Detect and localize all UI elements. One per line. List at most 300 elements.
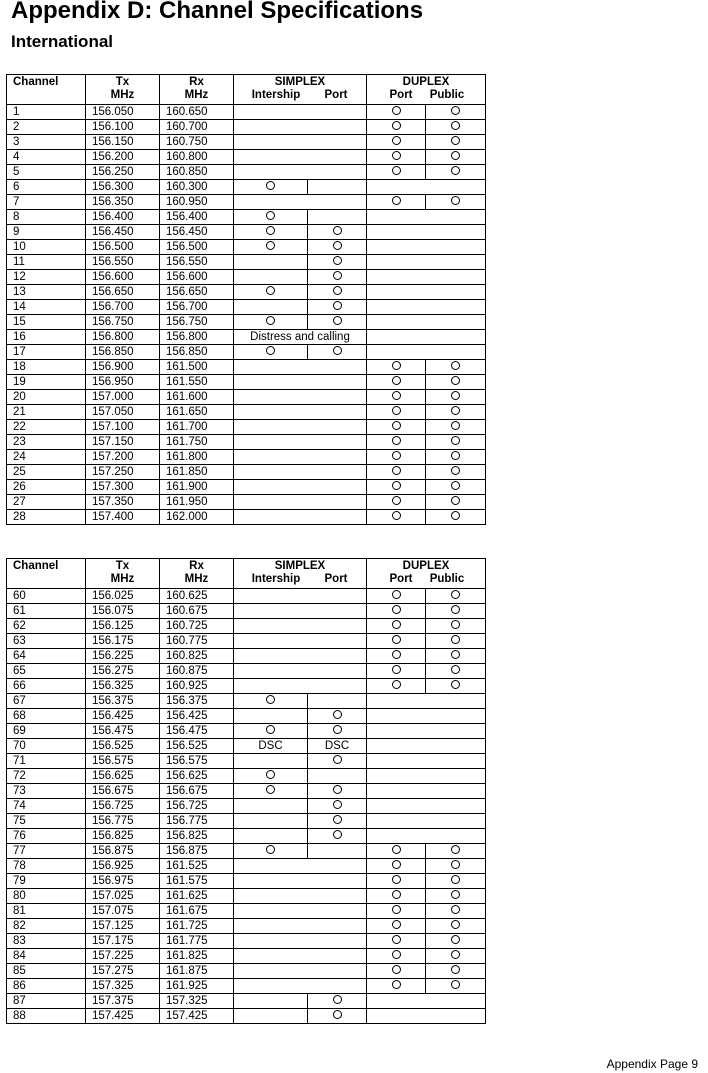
simplex-port-cell bbox=[308, 270, 367, 285]
duplex-port-cell bbox=[367, 589, 426, 604]
page-title: Appendix D: Channel Specifications bbox=[11, 0, 424, 24]
circle-mark-icon bbox=[451, 466, 460, 475]
tx-frequency: 157.050 bbox=[86, 405, 160, 420]
duplex-empty bbox=[367, 769, 486, 784]
tx-frequency: 156.400 bbox=[86, 210, 160, 225]
channel-number: 26 bbox=[7, 480, 86, 495]
rx-frequency: 161.750 bbox=[160, 435, 234, 450]
tx-frequency: 156.950 bbox=[86, 375, 160, 390]
circle-mark-icon bbox=[392, 650, 401, 659]
duplex-port-cell bbox=[367, 135, 426, 150]
simplex-empty bbox=[234, 589, 367, 604]
circle-mark-icon bbox=[392, 890, 401, 899]
duplex-port-cell bbox=[367, 874, 426, 889]
rx-frequency: 160.750 bbox=[160, 135, 234, 150]
channel-row bbox=[7, 420, 486, 435]
circle-mark-icon bbox=[392, 980, 401, 989]
channel-number: 83 bbox=[7, 934, 86, 949]
circle-mark-icon bbox=[333, 316, 342, 325]
simplex-empty bbox=[234, 150, 367, 165]
channel-row bbox=[7, 649, 486, 664]
circle-mark-icon bbox=[266, 241, 275, 250]
rx-frequency: 161.575 bbox=[160, 874, 234, 889]
channel-number: 84 bbox=[7, 949, 86, 964]
rx-frequency: 156.675 bbox=[160, 784, 234, 799]
tx-frequency: 156.925 bbox=[86, 859, 160, 874]
circle-mark-icon bbox=[333, 301, 342, 310]
rx-frequency: 160.925 bbox=[160, 679, 234, 694]
rx-frequency: 156.475 bbox=[160, 724, 234, 739]
circle-mark-icon bbox=[451, 511, 460, 520]
channel-row bbox=[7, 285, 486, 300]
rx-frequency: 156.425 bbox=[160, 709, 234, 724]
table-header-row bbox=[7, 559, 486, 589]
tx-frequency: 156.625 bbox=[86, 769, 160, 784]
channel-row bbox=[7, 390, 486, 405]
simplex-empty bbox=[234, 375, 367, 390]
circle-mark-icon bbox=[333, 725, 342, 734]
simplex-intership-cell bbox=[234, 285, 308, 300]
circle-mark-icon bbox=[266, 845, 275, 854]
duplex-public-cell bbox=[426, 874, 486, 889]
duplex-public-cell bbox=[426, 664, 486, 679]
tx-frequency: 157.275 bbox=[86, 964, 160, 979]
rx-frequency: 156.625 bbox=[160, 769, 234, 784]
tx-frequency: 156.425 bbox=[86, 709, 160, 724]
channel-number: 25 bbox=[7, 465, 86, 480]
tx-frequency: 156.875 bbox=[86, 844, 160, 859]
rx-frequency: 161.650 bbox=[160, 405, 234, 420]
duplex-public-cell bbox=[426, 360, 486, 375]
channel-number: 28 bbox=[7, 510, 86, 525]
channel-number: 6 bbox=[7, 180, 86, 195]
channel-row bbox=[7, 709, 486, 724]
circle-mark-icon bbox=[392, 496, 401, 505]
channel-number: 15 bbox=[7, 315, 86, 330]
tx-frequency: 157.300 bbox=[86, 480, 160, 495]
rx-frequency: 161.875 bbox=[160, 964, 234, 979]
duplex-empty bbox=[367, 694, 486, 709]
channel-row bbox=[7, 300, 486, 315]
tx-frequency: 156.050 bbox=[86, 105, 160, 120]
channel-number: 13 bbox=[7, 285, 86, 300]
duplex-public-cell bbox=[426, 964, 486, 979]
circle-mark-icon bbox=[451, 421, 460, 430]
channel-row bbox=[7, 859, 486, 874]
channel-row bbox=[7, 754, 486, 769]
channel-number: 9 bbox=[7, 225, 86, 240]
duplex-public-cell bbox=[426, 480, 486, 495]
channel-number: 61 bbox=[7, 604, 86, 619]
section-subtitle: International bbox=[11, 32, 114, 51]
tx-frequency: 156.575 bbox=[86, 754, 160, 769]
channel-number: 8 bbox=[7, 210, 86, 225]
channel-row bbox=[7, 844, 486, 859]
simplex-intership-cell bbox=[234, 270, 308, 285]
simplex-empty bbox=[234, 949, 367, 964]
tx-frequency: 156.650 bbox=[86, 285, 160, 300]
channel-row bbox=[7, 784, 486, 799]
tx-frequency: 156.725 bbox=[86, 799, 160, 814]
circle-mark-icon bbox=[392, 436, 401, 445]
duplex-public-cell bbox=[426, 405, 486, 420]
rx-frequency: 156.775 bbox=[160, 814, 234, 829]
simplex-intership-cell bbox=[234, 180, 308, 195]
header-channel: Channel bbox=[7, 559, 86, 589]
channel-row bbox=[7, 495, 486, 510]
table-header-row bbox=[7, 75, 486, 105]
circle-mark-icon bbox=[451, 196, 460, 205]
circle-mark-icon bbox=[333, 286, 342, 295]
circle-mark-icon bbox=[333, 785, 342, 794]
simplex-empty bbox=[234, 450, 367, 465]
tx-frequency: 157.350 bbox=[86, 495, 160, 510]
duplex-empty bbox=[367, 784, 486, 799]
simplex-intership-cell bbox=[234, 694, 308, 709]
circle-mark-icon bbox=[333, 346, 342, 355]
circle-mark-icon bbox=[266, 211, 275, 220]
channel-number: 74 bbox=[7, 799, 86, 814]
simplex-empty bbox=[234, 649, 367, 664]
simplex-empty bbox=[234, 979, 367, 994]
circle-mark-icon bbox=[266, 226, 275, 235]
simplex-empty bbox=[234, 634, 367, 649]
channel-number: 86 bbox=[7, 979, 86, 994]
circle-mark-icon bbox=[392, 196, 401, 205]
duplex-port-cell bbox=[367, 604, 426, 619]
circle-mark-icon bbox=[266, 181, 275, 190]
circle-mark-icon bbox=[333, 815, 342, 824]
duplex-public-cell bbox=[426, 679, 486, 694]
tx-frequency: 157.425 bbox=[86, 1009, 160, 1024]
rx-frequency: 160.825 bbox=[160, 649, 234, 664]
duplex-public-cell bbox=[426, 390, 486, 405]
circle-mark-icon bbox=[451, 650, 460, 659]
channel-row bbox=[7, 964, 486, 979]
simplex-port-cell bbox=[308, 240, 367, 255]
header-duplex: DUPLEX Port Public bbox=[367, 559, 486, 589]
circle-mark-icon bbox=[451, 406, 460, 415]
channel-row bbox=[7, 165, 486, 180]
simplex-intership-cell bbox=[234, 814, 308, 829]
simplex-intership-cell bbox=[234, 1009, 308, 1024]
channel-number: 24 bbox=[7, 450, 86, 465]
duplex-port-cell bbox=[367, 450, 426, 465]
duplex-public-cell bbox=[426, 919, 486, 934]
rx-frequency: 160.800 bbox=[160, 150, 234, 165]
duplex-empty bbox=[367, 285, 486, 300]
simplex-port-cell bbox=[308, 180, 367, 195]
circle-mark-icon bbox=[333, 995, 342, 1004]
rx-frequency: 156.550 bbox=[160, 255, 234, 270]
circle-mark-icon bbox=[333, 241, 342, 250]
rx-frequency: 161.550 bbox=[160, 375, 234, 390]
circle-mark-icon bbox=[266, 286, 275, 295]
duplex-port-cell bbox=[367, 405, 426, 420]
simplex-empty bbox=[234, 480, 367, 495]
page-footer: Appendix Page 9 bbox=[606, 1057, 698, 1071]
duplex-port-cell bbox=[367, 619, 426, 634]
tx-frequency: 156.025 bbox=[86, 589, 160, 604]
tx-frequency: 157.075 bbox=[86, 904, 160, 919]
channel-row bbox=[7, 270, 486, 285]
tx-frequency: 156.375 bbox=[86, 694, 160, 709]
channel-row bbox=[7, 405, 486, 420]
tx-frequency: 156.800 bbox=[86, 330, 160, 345]
circle-mark-icon bbox=[451, 136, 460, 145]
circle-mark-icon bbox=[392, 860, 401, 869]
rx-frequency: 161.600 bbox=[160, 390, 234, 405]
duplex-port-cell bbox=[367, 904, 426, 919]
simplex-intership-cell bbox=[234, 255, 308, 270]
simplex-empty bbox=[234, 195, 367, 210]
rx-frequency: 160.725 bbox=[160, 619, 234, 634]
simplex-intership-cell bbox=[234, 754, 308, 769]
rx-frequency: 156.400 bbox=[160, 210, 234, 225]
channel-number: 7 bbox=[7, 195, 86, 210]
simplex-empty bbox=[234, 964, 367, 979]
tx-frequency: 156.450 bbox=[86, 225, 160, 240]
channel-number: 64 bbox=[7, 649, 86, 664]
channel-number: 80 bbox=[7, 889, 86, 904]
channel-number: 68 bbox=[7, 709, 86, 724]
simplex-port-cell: DSC bbox=[308, 739, 367, 754]
circle-mark-icon bbox=[451, 605, 460, 614]
duplex-public-cell bbox=[426, 904, 486, 919]
circle-mark-icon bbox=[266, 695, 275, 704]
duplex-empty bbox=[367, 814, 486, 829]
channel-number: 69 bbox=[7, 724, 86, 739]
simplex-port-cell bbox=[308, 709, 367, 724]
duplex-port-cell bbox=[367, 679, 426, 694]
duplex-empty bbox=[367, 709, 486, 724]
rx-frequency: 161.675 bbox=[160, 904, 234, 919]
header-channel: Channel bbox=[7, 75, 86, 105]
tx-frequency: 156.100 bbox=[86, 120, 160, 135]
rx-frequency: 160.675 bbox=[160, 604, 234, 619]
rx-frequency: 161.625 bbox=[160, 889, 234, 904]
circle-mark-icon bbox=[451, 376, 460, 385]
channel-row bbox=[7, 724, 486, 739]
header-tx: Tx MHz bbox=[86, 75, 160, 105]
rx-frequency: 157.425 bbox=[160, 1009, 234, 1024]
rx-frequency: 161.800 bbox=[160, 450, 234, 465]
duplex-public-cell bbox=[426, 859, 486, 874]
duplex-empty bbox=[367, 315, 486, 330]
rx-frequency: 160.775 bbox=[160, 634, 234, 649]
circle-mark-icon bbox=[392, 481, 401, 490]
channel-row bbox=[7, 634, 486, 649]
channel-row bbox=[7, 814, 486, 829]
tx-frequency: 157.125 bbox=[86, 919, 160, 934]
circle-mark-icon bbox=[333, 710, 342, 719]
channel-row bbox=[7, 919, 486, 934]
tx-frequency: 156.975 bbox=[86, 874, 160, 889]
tx-frequency: 156.075 bbox=[86, 604, 160, 619]
circle-mark-icon bbox=[451, 935, 460, 944]
table-body bbox=[7, 105, 486, 525]
channel-row bbox=[7, 1009, 486, 1024]
channel-number: 21 bbox=[7, 405, 86, 420]
duplex-public-cell bbox=[426, 619, 486, 634]
simplex-port-cell bbox=[308, 300, 367, 315]
channel-row bbox=[7, 619, 486, 634]
circle-mark-icon bbox=[392, 605, 401, 614]
circle-mark-icon bbox=[451, 436, 460, 445]
duplex-port-cell bbox=[367, 919, 426, 934]
circle-mark-icon bbox=[451, 665, 460, 674]
channel-row bbox=[7, 255, 486, 270]
simplex-intership-cell bbox=[234, 315, 308, 330]
duplex-port-cell bbox=[367, 150, 426, 165]
channel-row bbox=[7, 120, 486, 135]
channel-row bbox=[7, 210, 486, 225]
channel-row bbox=[7, 360, 486, 375]
channel-row bbox=[7, 769, 486, 784]
duplex-public-cell bbox=[426, 375, 486, 390]
tx-frequency: 156.250 bbox=[86, 165, 160, 180]
circle-mark-icon bbox=[392, 166, 401, 175]
circle-mark-icon bbox=[392, 406, 401, 415]
circle-mark-icon bbox=[451, 481, 460, 490]
duplex-port-cell bbox=[367, 664, 426, 679]
duplex-port-cell bbox=[367, 949, 426, 964]
simplex-empty bbox=[234, 604, 367, 619]
duplex-empty bbox=[367, 994, 486, 1009]
duplex-public-cell bbox=[426, 120, 486, 135]
channel-number: 20 bbox=[7, 390, 86, 405]
simplex-empty bbox=[234, 664, 367, 679]
circle-mark-icon bbox=[451, 106, 460, 115]
circle-mark-icon bbox=[392, 590, 401, 599]
duplex-public-cell bbox=[426, 495, 486, 510]
circle-mark-icon bbox=[392, 451, 401, 460]
rx-frequency: 156.450 bbox=[160, 225, 234, 240]
rx-frequency: 161.925 bbox=[160, 979, 234, 994]
tx-frequency: 156.750 bbox=[86, 315, 160, 330]
duplex-public-cell bbox=[426, 604, 486, 619]
rx-frequency: 161.525 bbox=[160, 859, 234, 874]
tx-frequency: 157.400 bbox=[86, 510, 160, 525]
simplex-intership-cell bbox=[234, 844, 308, 859]
channel-number: 17 bbox=[7, 345, 86, 360]
simplex-empty bbox=[234, 495, 367, 510]
duplex-port-cell bbox=[367, 420, 426, 435]
rx-frequency: 156.600 bbox=[160, 270, 234, 285]
circle-mark-icon bbox=[392, 361, 401, 370]
duplex-public-cell bbox=[426, 634, 486, 649]
rx-frequency: 156.800 bbox=[160, 330, 234, 345]
rx-frequency: 161.775 bbox=[160, 934, 234, 949]
circle-mark-icon bbox=[451, 860, 460, 869]
channel-row bbox=[7, 180, 486, 195]
rx-frequency: 156.725 bbox=[160, 799, 234, 814]
simplex-empty bbox=[234, 165, 367, 180]
rx-frequency: 160.875 bbox=[160, 664, 234, 679]
simplex-empty bbox=[234, 934, 367, 949]
circle-mark-icon bbox=[451, 905, 460, 914]
rx-frequency: 160.300 bbox=[160, 180, 234, 195]
channel-number: 88 bbox=[7, 1009, 86, 1024]
simplex-port-cell bbox=[308, 694, 367, 709]
channel-number: 71 bbox=[7, 754, 86, 769]
channel-row bbox=[7, 435, 486, 450]
circle-mark-icon bbox=[392, 136, 401, 145]
circle-mark-icon bbox=[392, 950, 401, 959]
simplex-intership-cell bbox=[234, 769, 308, 784]
simplex-empty bbox=[234, 919, 367, 934]
simplex-intership-cell bbox=[234, 300, 308, 315]
circle-mark-icon bbox=[392, 511, 401, 520]
duplex-empty bbox=[367, 829, 486, 844]
channel-number: 3 bbox=[7, 135, 86, 150]
duplex-port-cell bbox=[367, 165, 426, 180]
tx-frequency: 156.125 bbox=[86, 619, 160, 634]
simplex-intership-cell bbox=[234, 994, 308, 1009]
channel-number: 19 bbox=[7, 375, 86, 390]
tx-frequency: 157.000 bbox=[86, 390, 160, 405]
duplex-empty bbox=[367, 754, 486, 769]
channel-row bbox=[7, 664, 486, 679]
duplex-port-cell bbox=[367, 105, 426, 120]
channel-row bbox=[7, 240, 486, 255]
channel-row bbox=[7, 934, 486, 949]
duplex-empty bbox=[367, 300, 486, 315]
channel-row bbox=[7, 150, 486, 165]
channel-number: 11 bbox=[7, 255, 86, 270]
circle-mark-icon bbox=[451, 620, 460, 629]
simplex-empty bbox=[234, 859, 367, 874]
duplex-public-cell bbox=[426, 150, 486, 165]
channel-row bbox=[7, 510, 486, 525]
header-rx: Rx MHz bbox=[160, 559, 234, 589]
simplex-port-cell bbox=[308, 345, 367, 360]
rx-frequency: 156.875 bbox=[160, 844, 234, 859]
tx-frequency: 157.225 bbox=[86, 949, 160, 964]
channel-row bbox=[7, 949, 486, 964]
channel-number: 87 bbox=[7, 994, 86, 1009]
circle-mark-icon bbox=[266, 785, 275, 794]
tx-frequency: 156.600 bbox=[86, 270, 160, 285]
duplex-port-cell bbox=[367, 375, 426, 390]
channel-row bbox=[7, 450, 486, 465]
simplex-empty bbox=[234, 889, 367, 904]
channel-row bbox=[7, 135, 486, 150]
channel-row bbox=[7, 225, 486, 240]
rx-frequency: 160.625 bbox=[160, 589, 234, 604]
simplex-note: Distress and calling bbox=[234, 330, 367, 345]
duplex-public-cell bbox=[426, 195, 486, 210]
simplex-empty bbox=[234, 420, 367, 435]
simplex-intership-cell: DSC bbox=[234, 739, 308, 754]
duplex-port-cell bbox=[367, 120, 426, 135]
simplex-port-cell bbox=[308, 285, 367, 300]
circle-mark-icon bbox=[392, 665, 401, 674]
channel-row bbox=[7, 604, 486, 619]
header-simplex: SIMPLEX Intership Port bbox=[234, 559, 367, 589]
tx-frequency: 156.850 bbox=[86, 345, 160, 360]
circle-mark-icon bbox=[392, 905, 401, 914]
circle-mark-icon bbox=[392, 635, 401, 644]
circle-mark-icon bbox=[266, 725, 275, 734]
channel-row bbox=[7, 889, 486, 904]
circle-mark-icon bbox=[451, 845, 460, 854]
tx-frequency: 156.150 bbox=[86, 135, 160, 150]
tx-frequency: 157.250 bbox=[86, 465, 160, 480]
duplex-port-cell bbox=[367, 964, 426, 979]
channel-row bbox=[7, 315, 486, 330]
duplex-port-cell bbox=[367, 360, 426, 375]
